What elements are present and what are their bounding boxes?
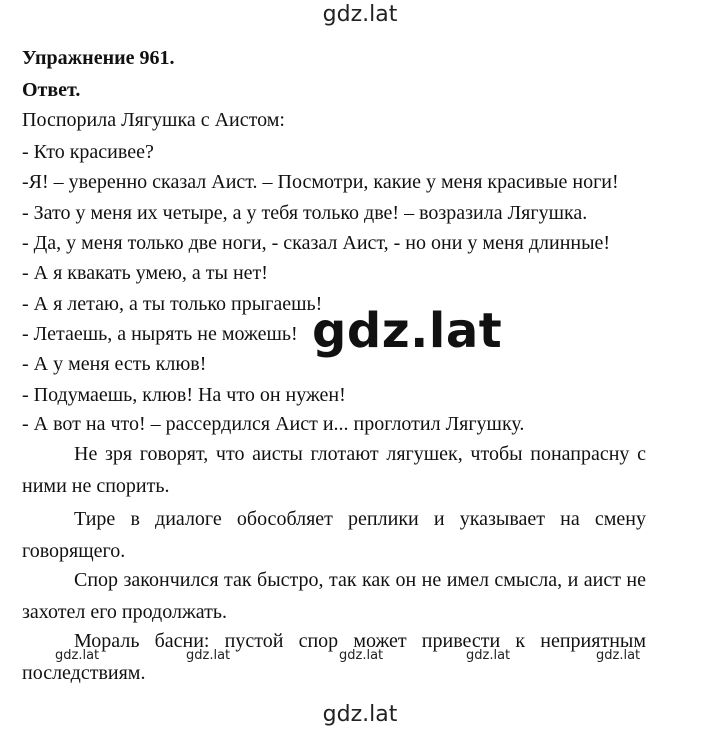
watermark-small: gdz.lat bbox=[339, 648, 384, 663]
dialogue-line: - А я квакать умею, а ты нет! bbox=[22, 262, 268, 284]
watermark-small: gdz.lat bbox=[186, 648, 231, 663]
dialogue-line: - Да, у меня только две ноги, - сказал Аист, - но они у меня длинные! bbox=[22, 232, 611, 254]
paragraph: Мораль басни: пустой спор может привести к неприятным последствиям. bbox=[22, 630, 646, 684]
answer-heading: Ответ. bbox=[22, 79, 81, 101]
paragraph: Не зря говорят, что аисты глотают лягушек, чтобы понапрасну с ними не спорить. bbox=[22, 443, 646, 497]
watermark-small: gdz.lat bbox=[596, 648, 641, 663]
dialogue-line: - А вот на что! – рассердился Аист и... проглотил Лягушку. bbox=[22, 413, 525, 435]
dialogue-line: - А у меня есть клюв! bbox=[22, 353, 207, 375]
dialogue-line: - Летаешь, а нырять не можешь! bbox=[22, 323, 298, 345]
watermark-small: gdz.lat bbox=[55, 648, 100, 663]
watermark-top: gdz.lat bbox=[322, 2, 398, 27]
watermark-small: gdz.lat bbox=[466, 648, 511, 663]
dialogue-line: - А я летаю, а ты только прыгаешь! bbox=[22, 293, 323, 315]
paragraph: Спор закончился так быстро, так как он не имел смысла, и аист не захотел его продолжать. bbox=[22, 569, 646, 623]
watermark-bottom: gdz.lat bbox=[322, 702, 398, 727]
dialogue-line: -Я! – уверенно сказал Аист. – Посмотри, какие у меня красивые ноги! bbox=[22, 171, 619, 193]
dialogue-line: - Зато у меня их четыре, а у тебя только две! – возразила Лягушка. bbox=[22, 202, 588, 224]
dialogue-line: Поспорила Лягушка с Аистом: bbox=[22, 109, 285, 131]
paragraph: Тире в диалоге обособляет реплики и указывает на смену говорящего. bbox=[22, 508, 646, 562]
dialogue-line: - Подумаешь, клюв! На что он нужен! bbox=[22, 384, 346, 406]
watermark-center: gdz.lat bbox=[312, 303, 503, 359]
exercise-title: Упражнение 961. bbox=[22, 47, 175, 69]
dialogue-line: - Кто красивее? bbox=[22, 141, 154, 163]
